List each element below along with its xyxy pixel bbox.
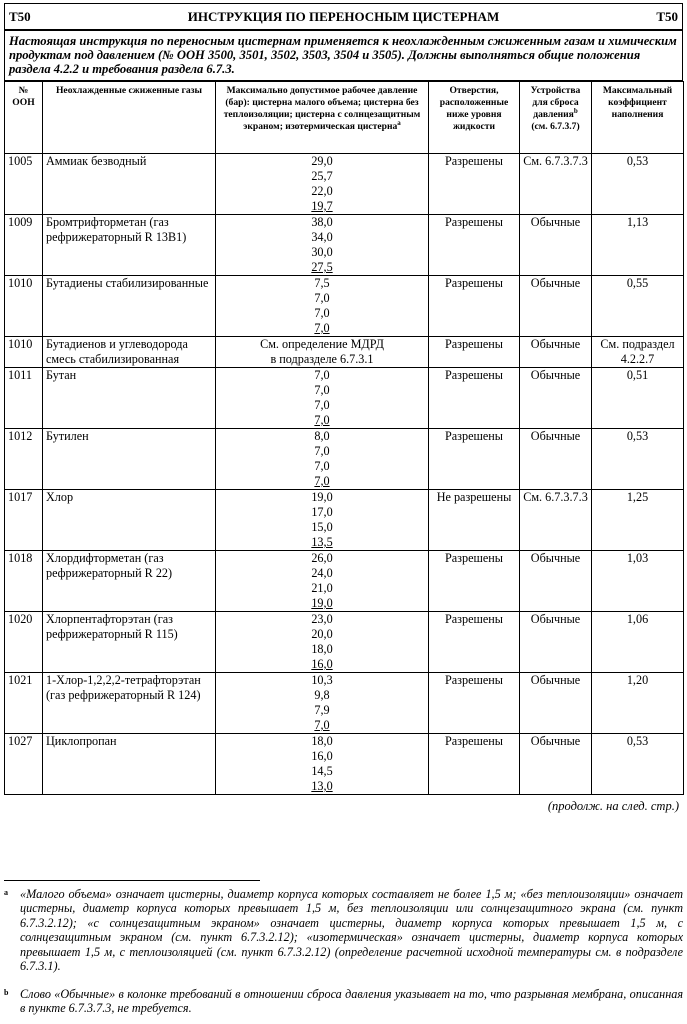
gas-name: Бутадиены стабилизированные xyxy=(43,276,216,337)
footnote-ref-a: a xyxy=(397,118,401,127)
pressure-values xyxy=(216,154,429,215)
pressure-value: 17,0 xyxy=(311,505,333,519)
pressure-values xyxy=(216,734,429,795)
pressure-value: 18,0 xyxy=(311,642,333,656)
pressure-values xyxy=(216,429,429,490)
relief-value: Обычные xyxy=(520,551,592,612)
openings-value: Разрешены xyxy=(429,612,520,673)
pressure-values xyxy=(216,551,429,612)
col-header-fill: Максимальный коэффициент наполнения xyxy=(592,82,684,154)
un-number: 1012 xyxy=(5,429,43,490)
fill-ratio: См. подраздел 4.2.2.7 xyxy=(592,337,684,368)
instruction-code-right: T50 xyxy=(656,8,678,24)
table-row xyxy=(5,734,684,795)
un-number: 1009 xyxy=(5,215,43,276)
pressure-value: 7,0 xyxy=(314,718,330,732)
relief-value: Обычные xyxy=(520,612,592,673)
fill-ratio: 1,25 xyxy=(592,490,684,551)
pressure-value: 30,0 xyxy=(311,245,333,259)
pressure-value: 14,5 xyxy=(311,764,333,778)
pressure-value: 21,0 xyxy=(311,581,333,595)
pressure-value: 34,0 xyxy=(311,230,333,244)
openings-value: Разрешены xyxy=(429,337,520,368)
relief-value: Обычные xyxy=(520,337,592,368)
gas-name: Циклопропан xyxy=(43,734,216,795)
col-header-gas: Неохлажденные сжиженные газы xyxy=(43,82,216,154)
pressure-values xyxy=(216,673,429,734)
pressure-value: 22,0 xyxy=(311,184,333,198)
pressure-value: 20,0 xyxy=(311,627,333,641)
table-row xyxy=(5,154,684,215)
table-row xyxy=(5,276,684,337)
pressure-value: 26,0 xyxy=(311,551,333,565)
gas-name: 1-Хлор-1,2,2,2-тетрафторэтан (газ рефрижераторный R 124) xyxy=(43,673,216,734)
openings-value: Разрешены xyxy=(429,429,520,490)
openings-value: Разрешены xyxy=(429,734,520,795)
relief-value: Обычные xyxy=(520,673,592,734)
page-header xyxy=(4,3,683,31)
table-row xyxy=(5,337,684,368)
fill-ratio: 0,53 xyxy=(592,734,684,795)
pressure-value: 7,0 xyxy=(314,383,330,397)
relief-value: Обычные xyxy=(520,276,592,337)
footnote-a-mark: a xyxy=(4,888,8,897)
pressure-values xyxy=(216,276,429,337)
table-body xyxy=(5,154,684,795)
col-header-relief xyxy=(520,82,592,154)
continued-note: (продолж. на след. стр.) xyxy=(547,799,679,813)
footnote-ref-b: b xyxy=(573,106,578,115)
pressure-value: 7,0 xyxy=(314,306,330,320)
pressure-value: 7,0 xyxy=(314,413,330,427)
gas-name: Аммиак безводный xyxy=(43,154,216,215)
pressure-value: 9,8 xyxy=(314,688,330,702)
page-title: ИНСТРУКЦИЯ ПО ПЕРЕНОСНЫМ ЦИСТЕРНАМ xyxy=(187,8,500,24)
pressure-value: См. определение МДРД xyxy=(260,337,384,351)
pressure-value: 7,0 xyxy=(314,291,330,305)
pressure-value: 24,0 xyxy=(311,566,333,580)
un-number: 1005 xyxy=(5,154,43,215)
pressure-value: 27,5 xyxy=(311,260,333,274)
pressure-value: 7,0 xyxy=(314,474,330,488)
un-number: 1027 xyxy=(5,734,43,795)
pressure-value: 15,0 xyxy=(311,520,333,534)
pressure-values xyxy=(216,368,429,429)
table-row xyxy=(5,368,684,429)
instruction-code-left: T50 xyxy=(9,8,31,24)
intro-paragraph: Настоящая инструкция по переносным цистернам применяется к неохлажденным сжиженным газам и химическим продуктам под давлением (№ ООН 3500, 3501, 3502, 3503, 3504 и 3505). Должны выполняться общие положения раздела 4.2.2 и требования раздела 6.7.3. xyxy=(4,31,683,81)
col-header-un: № ООН xyxy=(5,82,43,154)
fill-ratio: 0,51 xyxy=(592,368,684,429)
pressure-value: 18,0 xyxy=(311,734,333,748)
un-number: 1017 xyxy=(5,490,43,551)
pressure-value: 7,0 xyxy=(314,459,330,473)
fill-ratio: 1,03 xyxy=(592,551,684,612)
col-header-openings: Отверстия, расположенные ниже уровня жидкости xyxy=(429,82,520,154)
table-header-row xyxy=(5,82,684,154)
relief-value: См. 6.7.3.7.3 xyxy=(520,490,592,551)
gas-name: Бутан xyxy=(43,368,216,429)
table-row xyxy=(5,215,684,276)
gas-name: Хлорпентафторэтан (газ рефрижераторный R 115) xyxy=(43,612,216,673)
openings-value: Разрешены xyxy=(429,154,520,215)
pressure-value: 7,5 xyxy=(314,276,330,290)
footnote-divider xyxy=(4,880,260,881)
pressure-value: 7,0 xyxy=(314,368,330,382)
col-header-pressure xyxy=(216,82,429,154)
gas-name: Хлордифторметан (газ рефрижераторный R 22) xyxy=(43,551,216,612)
gas-name: Бутадиенов и углеводорода смесь стабилизированная xyxy=(43,337,216,368)
footnote-b-text: Слово «Обычные» в колонке требований в отношении сброса давления указывает на то, что разрывная мембрана, описанная в пункте 6.7.3.7.3, не требуется. xyxy=(20,987,683,1016)
openings-value: Разрешены xyxy=(429,551,520,612)
pressure-value: 19,0 xyxy=(311,596,333,610)
table-row xyxy=(5,673,684,734)
pressure-value: 7,9 xyxy=(314,703,330,717)
relief-value: Обычные xyxy=(520,734,592,795)
fill-ratio: 0,53 xyxy=(592,154,684,215)
table-row xyxy=(5,490,684,551)
col-header-relief-ref: (см. 6.7.3.7) xyxy=(531,121,580,132)
pressure-value: 10,3 xyxy=(311,673,333,687)
relief-value: Обычные xyxy=(520,429,592,490)
un-number: 1018 xyxy=(5,551,43,612)
un-number: 1010 xyxy=(5,337,43,368)
pressure-value: 16,0 xyxy=(311,657,333,671)
fill-ratio: 1,20 xyxy=(592,673,684,734)
fill-ratio: 0,53 xyxy=(592,429,684,490)
pressure-values xyxy=(216,337,429,368)
pressure-value: 16,0 xyxy=(311,749,333,763)
footnote-b xyxy=(4,987,683,1016)
col-header-pressure-text: Максимально допустимое рабочее давление (бар): цистерна малого объема; цистерна без теплоизоляции; цистерна с солнцезащитным экраном; изотермическая цистерна xyxy=(223,85,421,132)
pressure-value: 7,0 xyxy=(314,321,330,335)
relief-value: Обычные xyxy=(520,215,592,276)
openings-value: Разрешены xyxy=(429,215,520,276)
pressure-value: 38,0 xyxy=(311,215,333,229)
footnote-a xyxy=(4,887,683,973)
fill-ratio: 1,13 xyxy=(592,215,684,276)
pressure-value: 13,0 xyxy=(311,779,333,793)
pressure-value: 25,7 xyxy=(311,169,333,183)
openings-value: Разрешены xyxy=(429,673,520,734)
gas-name: Хлор xyxy=(43,490,216,551)
pressure-value: 7,0 xyxy=(314,398,330,412)
fill-ratio: 0,55 xyxy=(592,276,684,337)
gas-name: Бутилен xyxy=(43,429,216,490)
pressure-value: 19,0 xyxy=(311,490,333,504)
relief-value: См. 6.7.3.7.3 xyxy=(520,154,592,215)
pressure-value: 23,0 xyxy=(311,612,333,626)
pressure-value: 8,0 xyxy=(314,429,330,443)
gas-name: Бромтрифторметан (газ рефрижераторный R 13B1) xyxy=(43,215,216,276)
pressure-value: 13,5 xyxy=(311,535,333,549)
un-number: 1010 xyxy=(5,276,43,337)
table-row xyxy=(5,429,684,490)
table-row xyxy=(5,551,684,612)
openings-value: Разрешены xyxy=(429,276,520,337)
gas-table xyxy=(4,81,684,795)
pressure-values xyxy=(216,215,429,276)
col-header-relief-text: Устройства для сброса давления xyxy=(530,85,581,120)
un-number: 1011 xyxy=(5,368,43,429)
fill-ratio: 1,06 xyxy=(592,612,684,673)
footnote-a-text: «Малого объема» означает цистерны, диаметр корпуса которых составляет не более 1,5 м; «без теплоизоляции» означает цистерны, диаметр корпуса которых превышает 1,5 м, без теплоизоляции или солнцезащитного экрана (см. пункт 6.7.3.2.12); «с солнцезащитным экраном» означает цистерны, диаметр корпуса которых превышает 1,5 м, с солнцезащитным экраном (см. пункт 6.7.3.2.12); «изотермическая» означает цистерны, диаметр корпуса которых превышает 1,5 м, с теплоизоляцией (см. пункт 6.7.3.2.12) (определение расчетной исходной температуры см. в подразделе 6.7.3.1). xyxy=(20,887,683,974)
un-number: 1021 xyxy=(5,673,43,734)
relief-value: Обычные xyxy=(520,368,592,429)
openings-value: Разрешены xyxy=(429,368,520,429)
pressure-value: 7,0 xyxy=(314,444,330,458)
openings-value: Не разрешены xyxy=(429,490,520,551)
pressure-values xyxy=(216,612,429,673)
pressure-values xyxy=(216,490,429,551)
instruction-page xyxy=(4,3,683,814)
pressure-value: 29,0 xyxy=(311,154,333,168)
un-number: 1020 xyxy=(5,612,43,673)
table-row xyxy=(5,612,684,673)
footnote-b-mark: b xyxy=(4,988,9,997)
pressure-value: в подразделе 6.7.3.1 xyxy=(270,352,374,366)
pressure-value: 19,7 xyxy=(311,199,333,213)
